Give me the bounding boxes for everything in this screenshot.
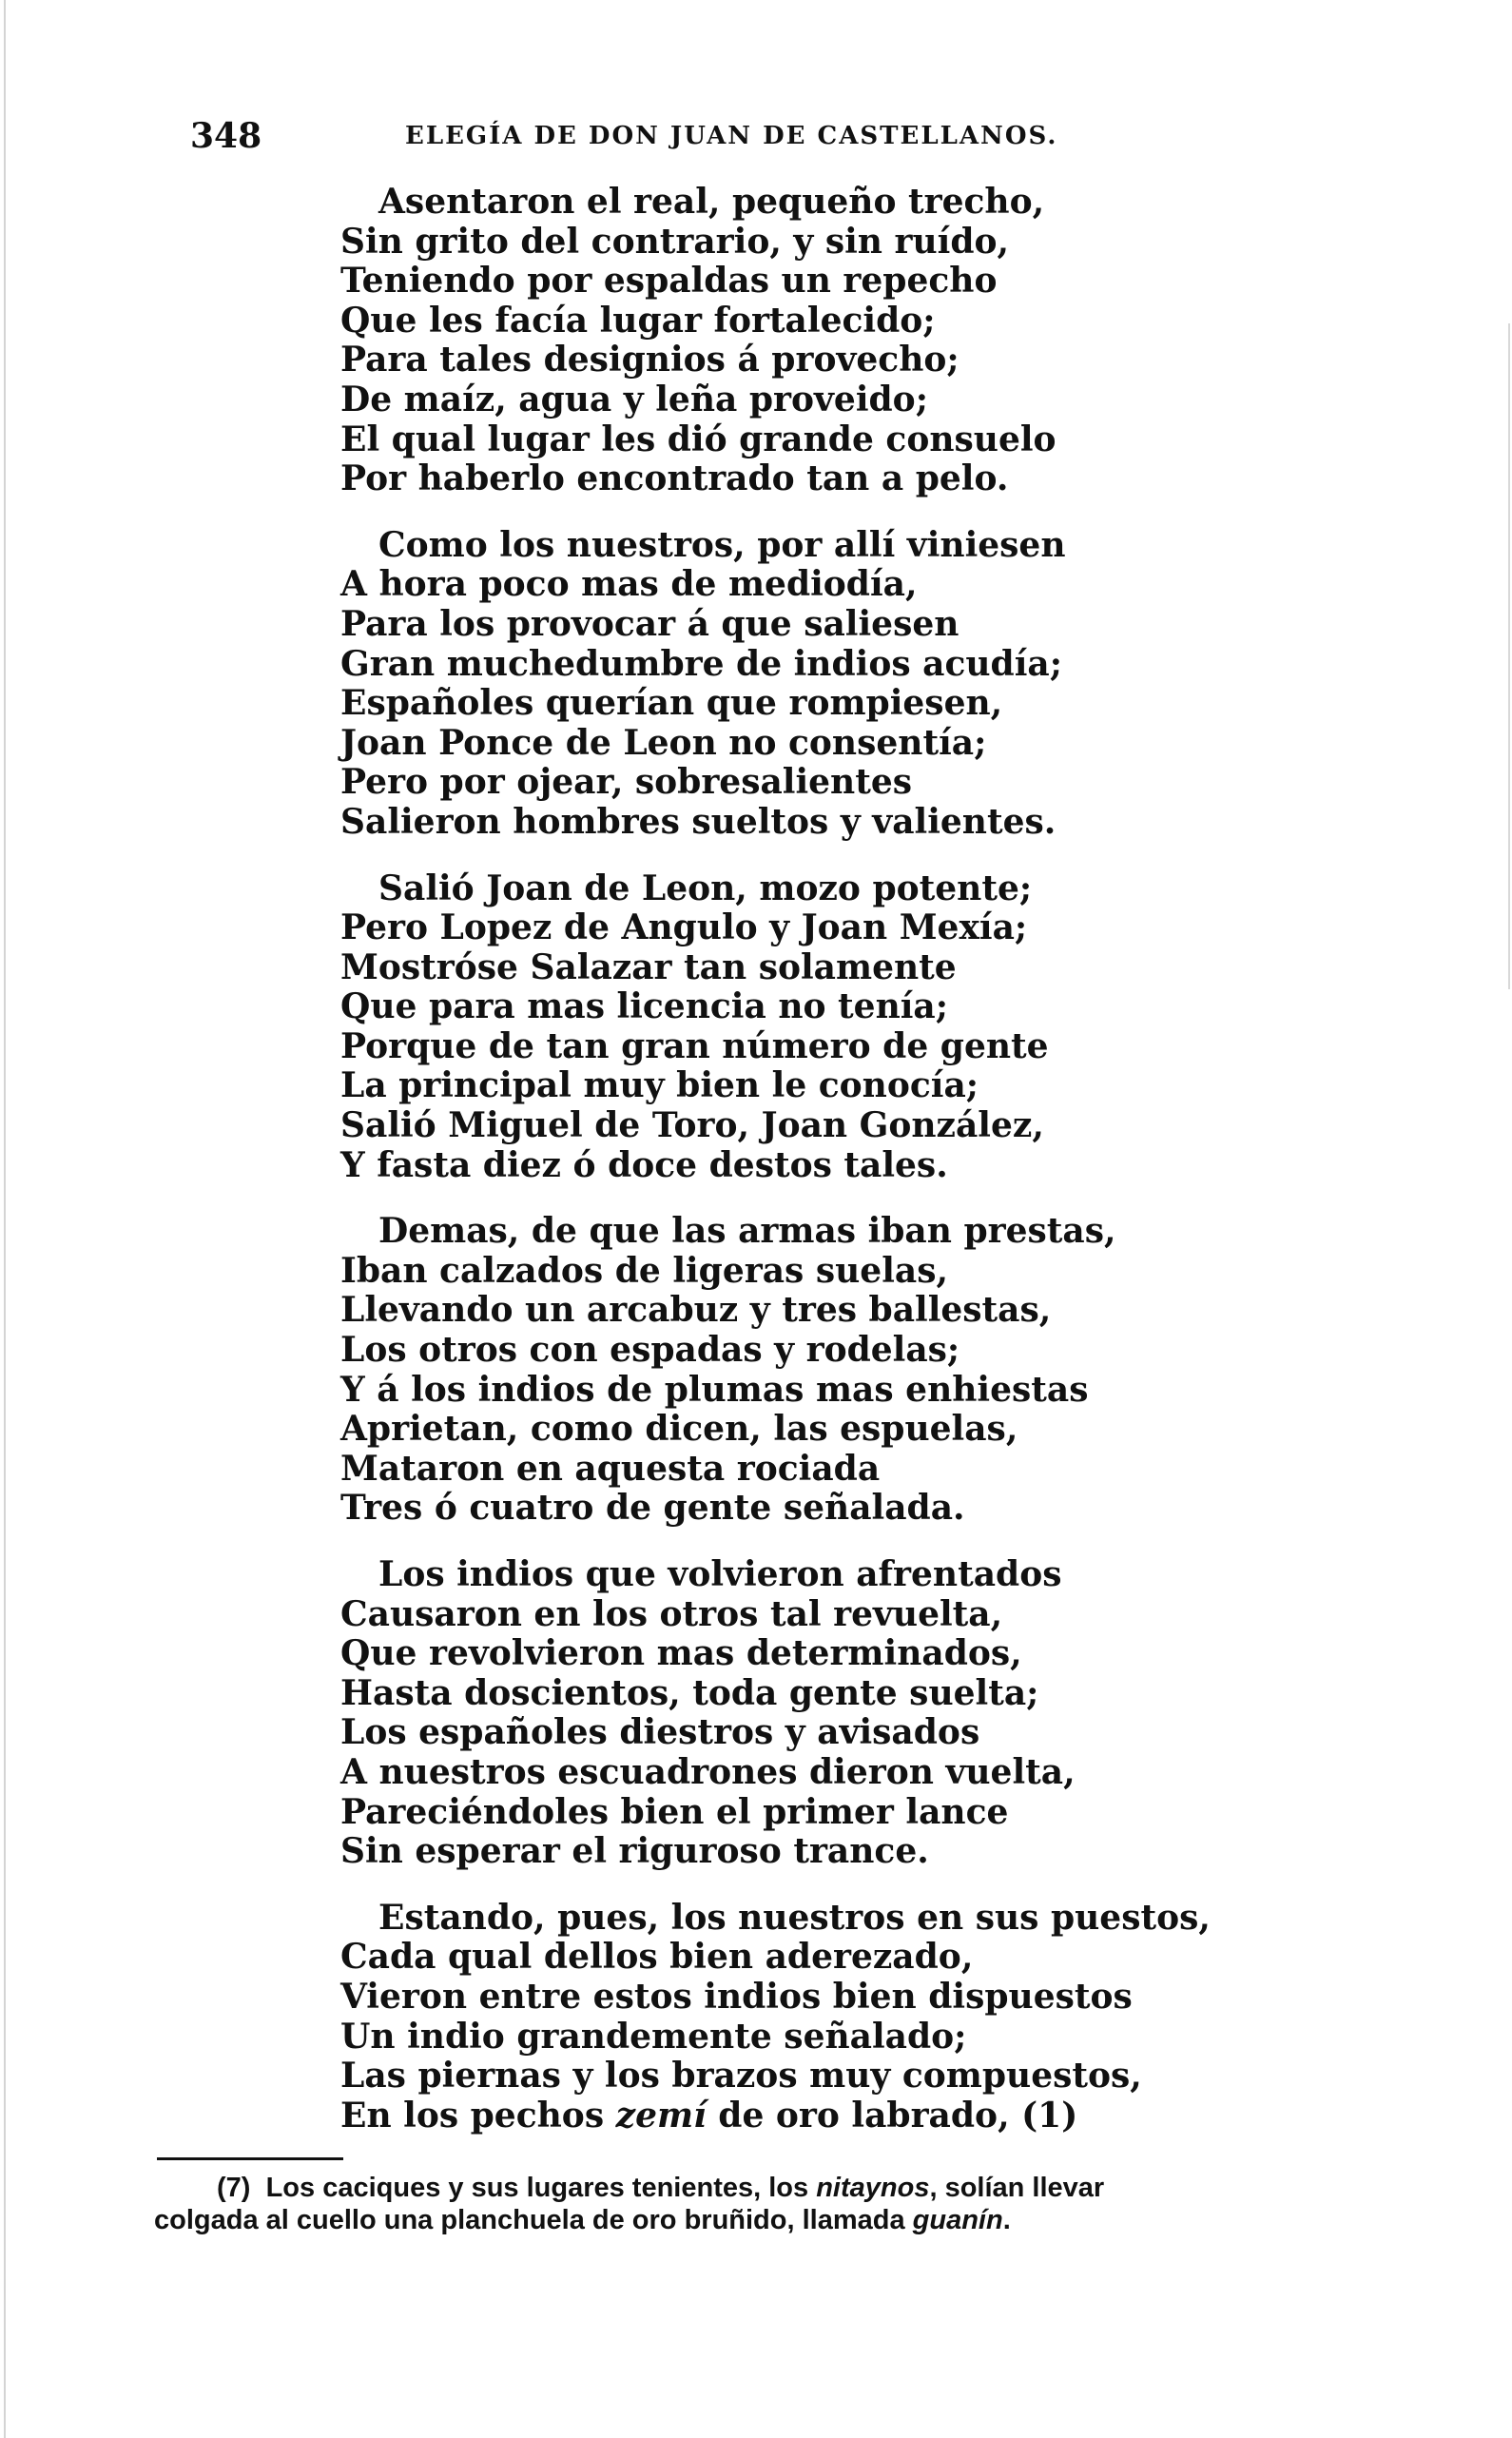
verse-line: A nuestros escuadrones dieron vuelta, [340,1751,1076,1792]
footnote-term: guanín [912,2205,1003,2235]
verse-line: Y á los indios de plumas mas enhiestas [340,1369,1089,1410]
page-number: 348 [190,116,262,156]
verse-line: Para tales designios á provecho; [340,340,960,380]
verse-line: Teniendo por espaldas un repecho [340,261,998,302]
verse-line: Pero por ojear, sobresalientes [340,762,913,803]
footnote-text: . [1002,2205,1011,2235]
verse-line: Las piernas y los brazos muy compuestos, [340,2056,1142,2097]
footnote-rule [157,2157,343,2160]
footnote-text: colgada al cuello una planchuela de oro bruñido, llamada [154,2205,913,2235]
verse-line: Un indio grandemente señalado; [340,2016,967,2057]
stanza [340,183,1291,499]
stanza [340,526,1291,843]
verse-line: Asentaron el real, pequeño trecho, [378,182,1045,222]
footnote [154,2172,1352,2236]
emphasized-term: zemí [615,2095,707,2136]
verse-line: Salieron hombres sueltos y valientes. [340,801,1056,842]
footnote-marker: (7) [217,2173,251,2203]
verse-line: Que revolvieron mas determinados, [340,1633,1022,1674]
verse-line: Joan Ponce de Leon no consentía; [340,722,987,763]
footnote-line-1 [154,2172,1352,2204]
verse-line: Aprietan, como dicen, las espuelas, [340,1409,1018,1450]
verse-line: Vieron entre estos indios bien dispuestos [340,1976,1133,2017]
verse-line: El qual lugar les dió grande consuelo [340,419,1056,459]
footnote-line-2 [154,2204,1352,2236]
verse-line: Cada qual dellos bien aderezado, [340,1937,974,1978]
verse-line: De maíz, agua y leña proveido; [340,379,928,419]
running-head [190,116,1103,164]
verse-line: Los indios que volvieron afrentados [378,1554,1062,1594]
verse-line: Los otros con espadas y rodelas; [340,1330,960,1371]
stanza [340,1212,1291,1529]
verse-line: Porque de tan gran número de gente [340,1025,1049,1066]
stanza [340,869,1291,1186]
verse-line: Mataron en aquesta rociada [340,1448,881,1489]
verse-line: Salió Joan de Leon, mozo potente; [378,868,1033,908]
page-edge-left [4,0,6,2438]
verse-line: Gran muchedumbre de indios acudía; [340,643,1063,684]
footnote-text: , solían llevar [929,2173,1105,2203]
verse-line: Pareciéndoles bien el primer lance [340,1791,1009,1832]
verse-line: Salió Miguel de Toro, Joan González, [340,1105,1044,1146]
footnote-text: Los caciques y sus lugares tenientes, los [265,2173,817,2203]
verse-line: Demas, de que las armas iban prestas, [378,1211,1116,1252]
verse-line: En los pechos zemí de oro labrado, (1) [340,2095,1078,2136]
verse-line: Llevando un arcabuz y tres ballestas, [340,1290,1052,1331]
verse-line: Mostróse Salazar tan solamente [340,946,957,987]
verse-line: Como los nuestros, por allí viniesen [378,524,1066,565]
verse-line: Que para mas licencia no tenía; [340,986,949,1027]
verse-line: Pero Lopez de Angulo y Joan Mexía; [340,907,1028,948]
stanza [340,1555,1291,1872]
verse-line: Y fasta diez ó doce destos tales. [340,1144,948,1185]
verse-line: La principal muy bien le conocía; [340,1065,979,1106]
verse-line: Por haberlo encontrado tan a pelo. [340,458,1009,499]
poem-body [340,183,1291,2162]
running-title: ELEGÍA DE DON JUAN DE CASTELLANOS. [405,122,1058,150]
stanza [340,1899,1291,2136]
verse-line: Sin grito del contrario, y sin ruído, [340,221,1010,262]
verse-line: Tres ó cuatro de gente señalada. [340,1488,965,1529]
verse-line: Hasta doscientos, toda gente suelta; [340,1672,1039,1713]
verse-line: Los españoles diestros y avisados [340,1712,980,1753]
verse-line: Para los provocar á que saliesen [340,603,960,644]
verse-line: Que les facía lugar fortalecido; [340,300,936,341]
footnote-term: nitaynos [816,2173,930,2203]
verse-line: Españoles querían que rompiesen, [340,683,1003,724]
verse-line: Iban calzados de ligeras suelas, [340,1250,948,1291]
page-edge-right [1508,323,1510,989]
verse-line: A hora poco mas de mediodía, [340,564,918,605]
verse-line: Estando, pues, los nuestros en sus puestos, [378,1897,1211,1938]
verse-line: Sin esperar el riguroso trance. [340,1831,929,1872]
verse-line: Causaron en los otros tal revuelta, [340,1593,1003,1634]
